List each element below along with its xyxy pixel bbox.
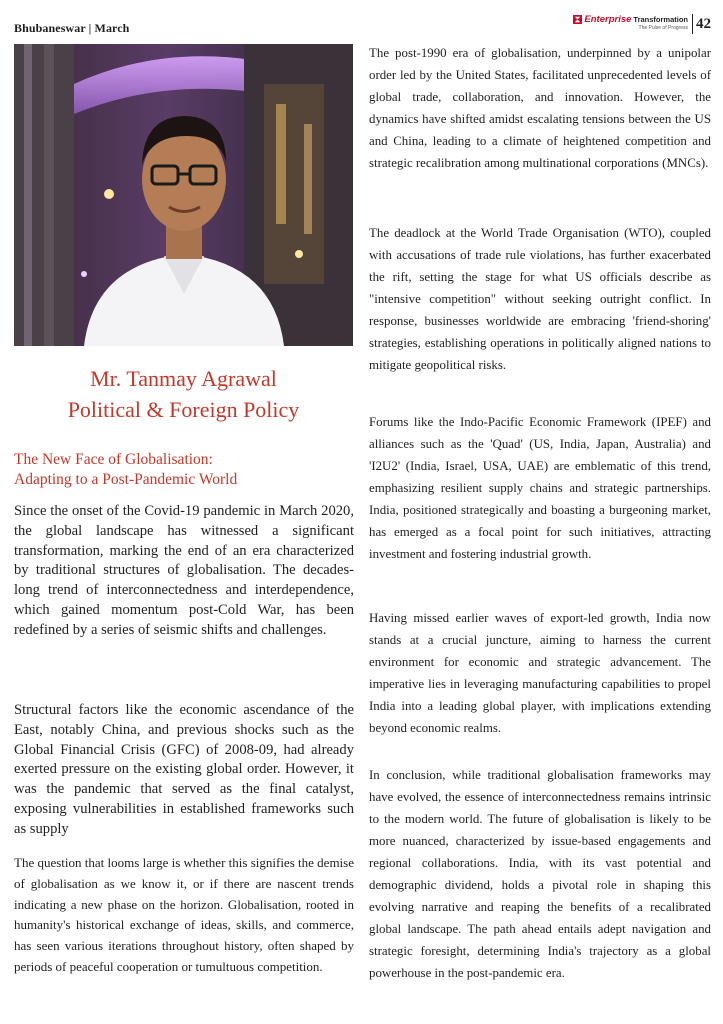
brand-tagline: The Pulse of Progress — [638, 25, 688, 31]
brand-name-part2: Transformation — [633, 15, 688, 24]
brand-logo — [573, 14, 688, 31]
article-subheading-line1: The New Face of Globalisation: — [14, 451, 213, 468]
left-paragraph-1: Since the onset of the Covid-19 pandemic in March 2020, the global landscape has witnessed a significant transformation, marking the end of an era characterized by traditional structures of globalisation. The decades-long trend of interconnectedness and interdependence, which gained momentum post-Cold War, has been redefined by a series of seismic shifts and challenges. — [14, 503, 354, 638]
article-subheading — [14, 450, 354, 490]
right-paragraph-2: The deadlock at the World Trade Organisation (WTO), coupled with accusations of trade rule violations, has further exacerbated the rift, setting the stage for what US officials describe as "intensive competition" without seeking outright conflict. In response, businesses worldwide are embracing 'friend-shoring' strategies, establishing operations in politically aligned nations to mitigate geopolitical risks. — [369, 226, 711, 372]
author-photo — [14, 44, 353, 346]
author-name: Mr. Tanmay Agrawal — [90, 366, 277, 391]
header-location-date: Bhubaneswar | March — [14, 21, 130, 35]
brand-logo-icon — [573, 15, 582, 24]
right-paragraph-5: In conclusion, while traditional globalisation frameworks may have evolved, the essence of interconnectedness remains intrinsic to the modern world. The future of globalisation is likely to be more nuanced, characterized by issue-based engagements and regional collaborations. India, with its vast potential and demographic dividend, holds a pivotal role in shaping this evolving narrative and reaping the benefits of a recalibrated global landscape. The path ahead entails adept navigation and strategic foresight, determining India's trajectory as a global powerhouse in the post-pandemic era. — [369, 768, 711, 980]
page-number: 42 — [692, 14, 711, 34]
right-paragraph-4: Having missed earlier waves of export-led growth, India now stands at a crucial juncture, aiming to harness the current environment for economic and strategic advancement. The imperative lies in leveraging manufacturing capabilities to propel India into a leading global player, with implications extending beyond economic realms. — [369, 611, 711, 735]
author-role: Political & Foreign Policy — [67, 397, 300, 422]
left-paragraph-2: Structural factors like the economic ascendance of the East, notably China, and previous shocks such as the Global Financial Crisis (GFC) of 2008-09, had already exerted pressure on the existing global order. However, it was the pandemic that served as the final catalyst, exposing vulnerabilities in established frameworks such as supply — [14, 702, 354, 837]
left-paragraph-3: The question that looms large is whether this signifies the demise of globalisation as we know it, or if there are nascent trends indicating a new phase on the horizon. Globalisation, rooted in humanity's historical exchange of ideas, skills, and commerce, has seen various iterations throughout history, often shaped by periods of peaceful cooperation or tumultuous competition. — [14, 855, 354, 974]
article-subheading-line2: Adapting to a Post-Pandemic World — [14, 471, 238, 488]
right-paragraph-1: The post-1990 era of globalisation, underpinned by a unipolar order led by the United States, facilitated unprecedented levels of global trade, collaboration, and innovation. However, the dynamics have shifted amidst escalating tensions between the US and China, leading to a climate of heightened competition and strategic recalibration among multinational corporations (MNCs). — [369, 46, 711, 170]
author-photo-illustration — [14, 44, 353, 346]
masthead — [573, 14, 711, 38]
brand-name-part1: Enterprise — [584, 14, 632, 25]
right-paragraph-3: Forums like the Indo-Pacific Economic Framework (IPEF) and alliances such as the 'Quad' (US, India, Japan, Australia) and 'I2U2' (India, Israel, USA, UAE) are emblematic of this trend, emphasizing resilient supply chains and strategic partnerships. India, positioned strategically and boasting a burgeoning market, has emerged as a focal point for such initiatives, attracting investment and fostering industrial growth. — [369, 415, 711, 561]
